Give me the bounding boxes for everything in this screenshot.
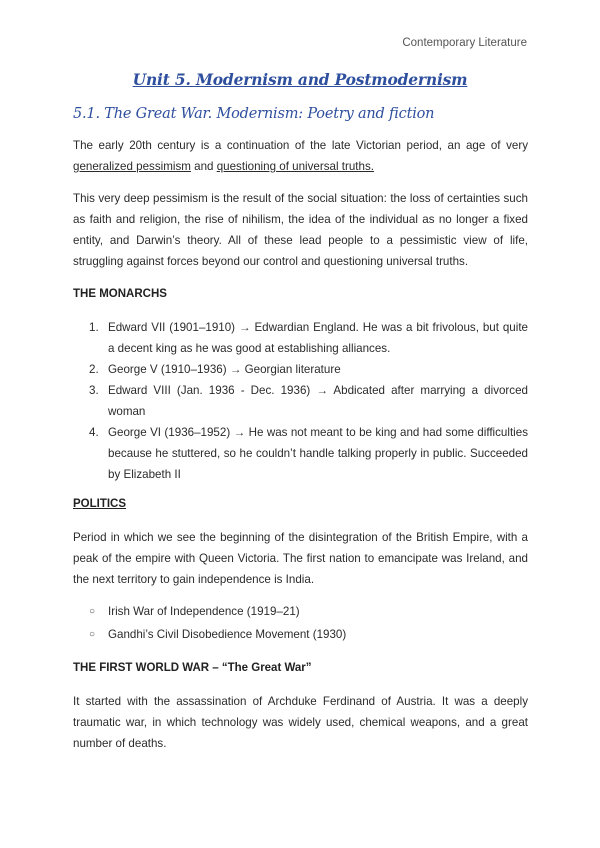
politics-bullets xyxy=(73,600,528,646)
section-title: 5.1. The Great War. Modernism: Poetry and fiction xyxy=(73,106,435,122)
bullet-item xyxy=(73,623,528,646)
list-number: 2. xyxy=(89,363,99,376)
politics-paragraph: Period in which we see the beginning of the disintegration of the British Empire, with a peak of the empire with Queen Victoria. The first nation to emancipate was Ireland, and the next territory to gain independence is India. xyxy=(73,531,528,586)
bullet-text: Gandhi’s Civil Disobedience Movement (1930) xyxy=(108,628,347,641)
intro-underline-pessimism: generalized pessimism xyxy=(73,160,191,173)
running-header: Contemporary Literature xyxy=(402,37,527,49)
list-number: 4. xyxy=(89,426,99,439)
monarchs-list xyxy=(73,317,528,485)
list-number: 3. xyxy=(89,384,99,397)
monarch-text: George VI (1936–1952) → He was not meant to be king and had some difficulties because he stuttered, so he couldn’t handle talking properly in public. Succeeded by Elizabeth II xyxy=(108,426,528,481)
intro-paragraph xyxy=(73,135,528,177)
intro-underline-truths: questioning of universal truths. xyxy=(216,160,374,173)
pessimism-paragraph: This very deep pessimism is the result of the social situation: the loss of certainties such as faith and religion, the rise of nihilism, the idea of the individual as no longer a fixed entity, and Darwin’s theory. All of these lead people to a pessimistic view of life, struggling against forces beyond our control and questioning universal truths. xyxy=(73,192,528,268)
monarch-text: Edward VII (1901–1910) → Edwardian England. He was a bit frivolous, but quite a decent king as he was good at establishing alliances. xyxy=(108,321,528,355)
intro-text-mid: and xyxy=(190,160,217,173)
politics-heading: POLITICS xyxy=(73,498,127,510)
intro-text-start: The early 20th century is a continuation of the late Victorian period, an age of very xyxy=(73,139,528,152)
monarch-item xyxy=(73,422,528,485)
monarch-item xyxy=(73,317,528,359)
hollow-circle-icon: ○ xyxy=(89,606,96,617)
bullet-text: Irish War of Independence (1919–21) xyxy=(108,605,300,618)
monarch-text: Edward VIII (Jan. 1936 - Dec. 1936) → Abdicated after marrying a divorced woman xyxy=(108,384,528,418)
monarch-item xyxy=(73,359,528,380)
ww1-paragraph: It started with the assassination of Archduke Ferdinand of Austria. It was a deeply traumatic war, in which technology was widely used, chemical weapons, and a great number of deaths. xyxy=(73,695,528,750)
monarch-item xyxy=(73,380,528,422)
monarch-text: George V (1910–1936) → Georgian literature xyxy=(108,363,341,376)
bullet-item xyxy=(73,600,528,623)
unit-title: Unit 5. Modernism and Postmodernism xyxy=(132,70,468,89)
ww1-heading: THE FIRST WORLD WAR – “The Great War” xyxy=(73,662,312,674)
list-number: 1. xyxy=(89,321,99,334)
hollow-circle-icon: ○ xyxy=(89,629,96,640)
monarchs-heading: THE MONARCHS xyxy=(73,288,167,300)
